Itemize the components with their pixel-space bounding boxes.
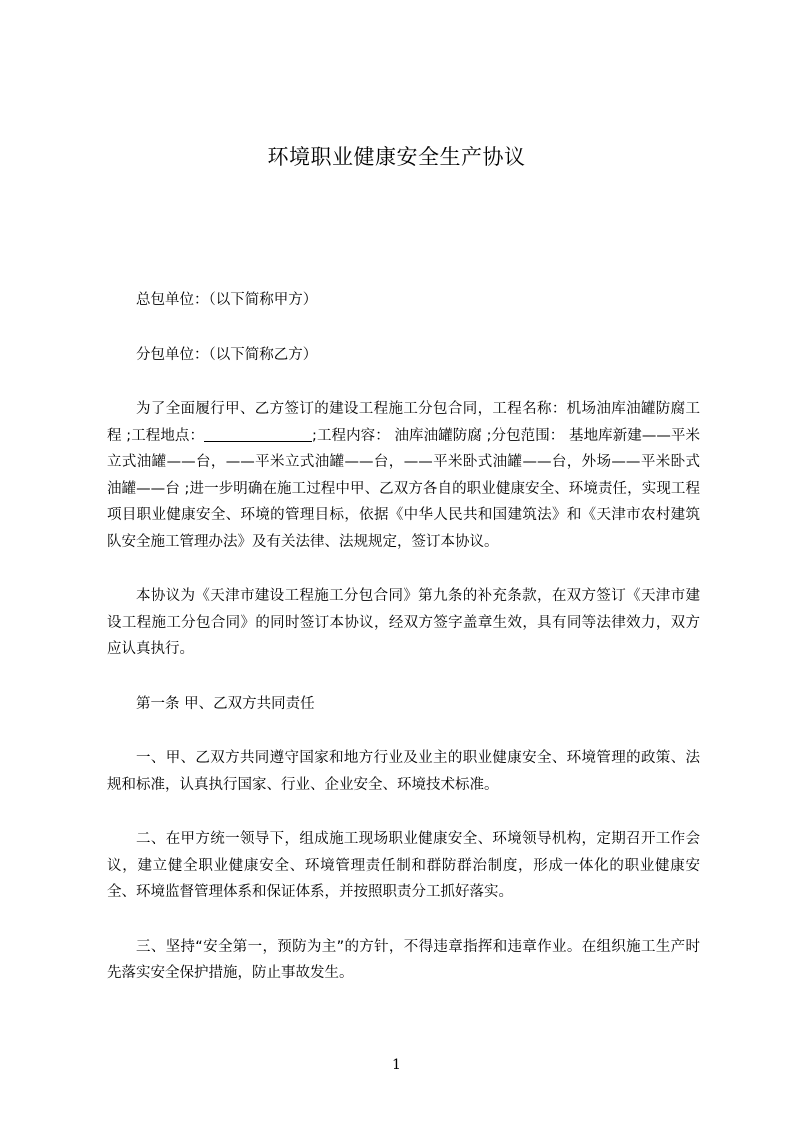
article-1-item-1: 一、甲、乙双方共同遵守国家和地方行业及业主的职业健康安全、环境管理的政策、法规和标准，认真执行国家、行业、企业安全、环境技术标准。 <box>107 750 700 793</box>
page-number: 1 <box>392 1057 401 1073</box>
preamble-paragraph <box>107 396 700 555</box>
preamble-part-1: 为了全面履行甲、乙方签订的建设工程施工分包合同，工程名称：机场油库油罐防腐工程 ;工程地点： <box>107 401 700 444</box>
project-location-blank <box>204 425 312 442</box>
document-title: 环境职业健康安全生产协议 <box>267 145 526 169</box>
document-body <box>107 287 700 1015</box>
article-1-item-2: 二、在甲方统一领导下，组成施工现场职业健康安全、环境领导机构，定期召开工作会议，建立健全职业健康安全、环境管理责任制和群防群治制度，形成一体化的职业健康安全、环境监督管理体系和保证体系，并按照职责分工抓好落实。 <box>107 831 700 900</box>
contractor-line: 总包单位：（以下简称甲方） <box>136 292 318 308</box>
preamble-part-2: ;工程内容： 油库油罐防腐 ;分包范围： 基地库新建——平米立式油罐——台，——平米立式油罐——台，——平米卧式油罐——台，外场——平米卧式油罐——台 ;进一步明确在施工过程中甲、乙双方各自的职业健康安全、环境责任，实现工程项目职业健康安全、环境的管理目标，依据《中华人民共和国建筑法》和《天津市农村建筑队安全施工管理办法》及有关法律、法规规定，签订本协议。 <box>107 427 700 550</box>
article-1-item-3: 三、坚持“安全第一，预防为主”的方针，不得违章指挥和违章作业。在组织施工生产时先落实安全保护措施，防止事故发生。 <box>107 938 700 981</box>
article-1-heading: 第一条 甲、乙双方共同责任 <box>136 695 315 712</box>
supplement-paragraph: 本协议为《天津市建设工程施工分包合同》第九条的补充条款，在双方签订《天津市建设工程施工分包合同》的同时签订本协议，经双方签字盖章生效，具有同等法律效力，双方应认真执行。 <box>107 588 700 657</box>
subcontractor-line: 分包单位：（以下简称乙方） <box>136 346 318 363</box>
